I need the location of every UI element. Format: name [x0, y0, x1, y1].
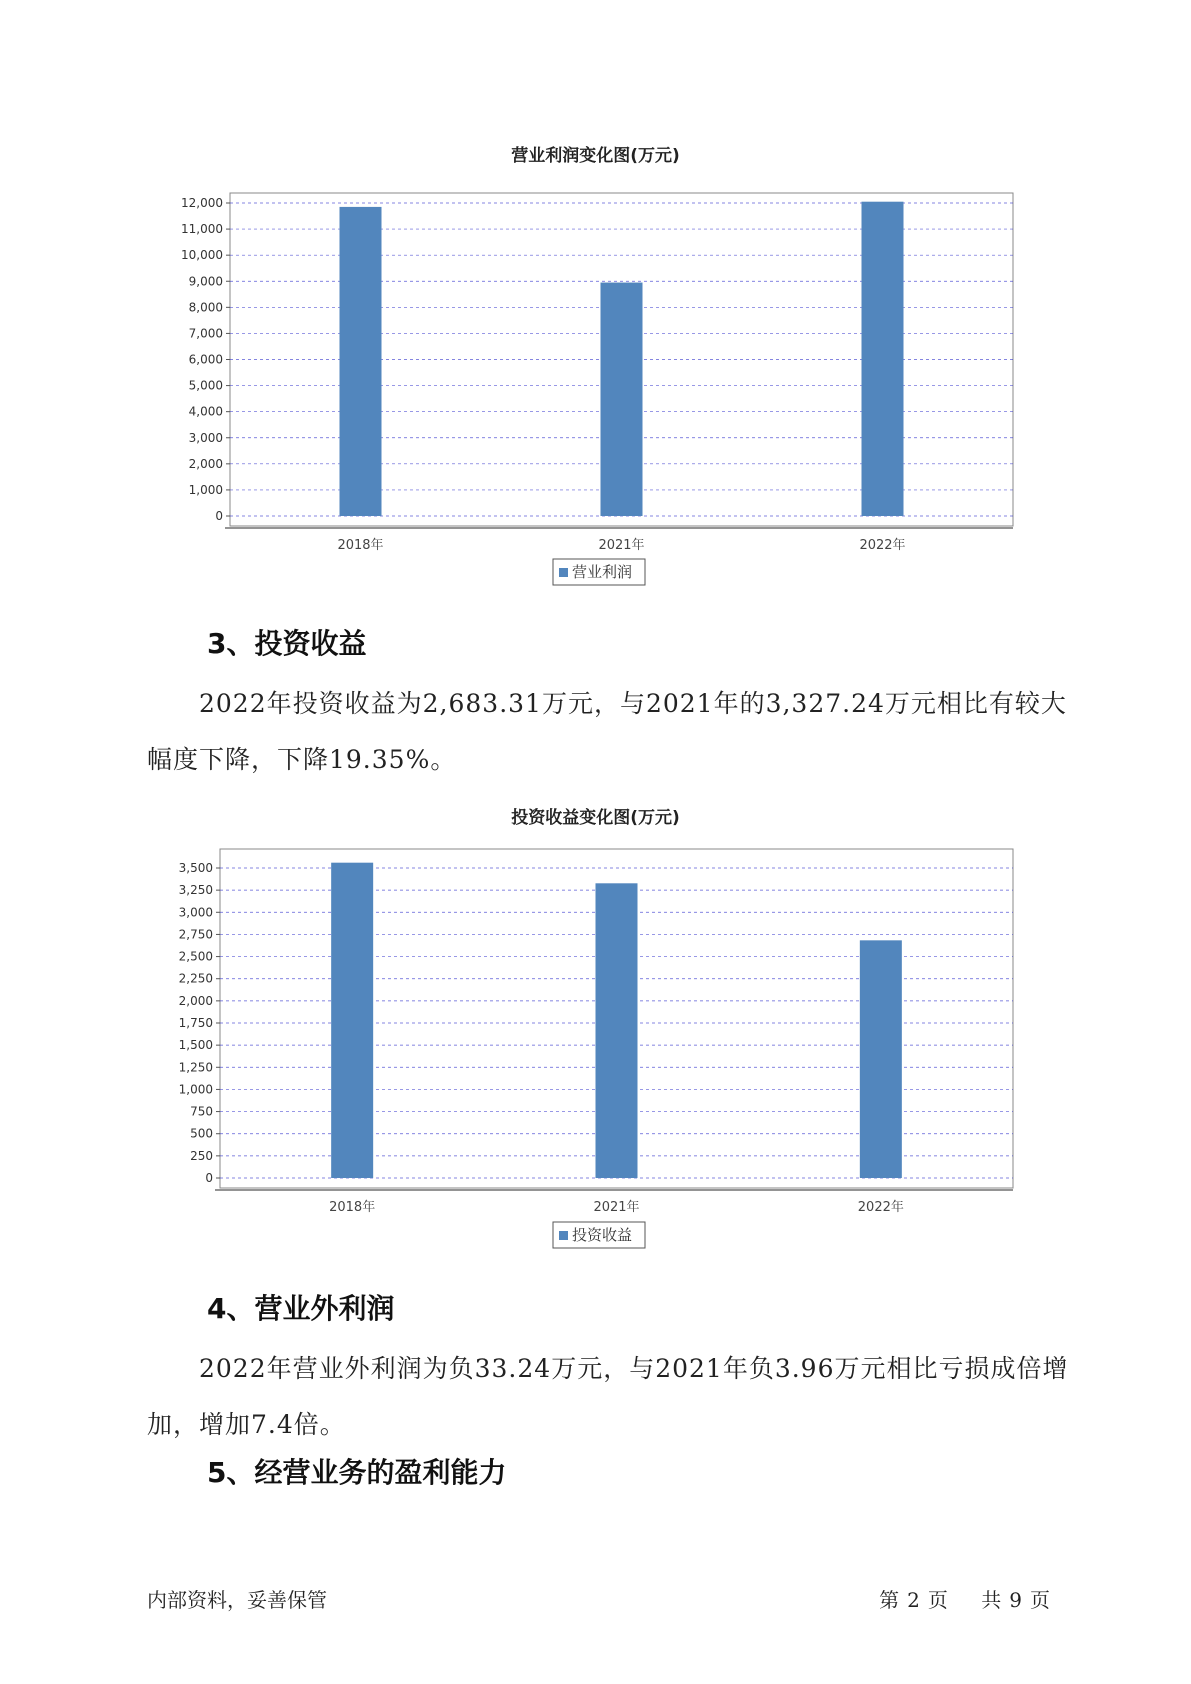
x-tick-label: 2021年 [593, 1200, 640, 1215]
x-tick-label: 2022年 [859, 538, 906, 553]
total-unit: 页 [1030, 1588, 1050, 1612]
y-tick-label: 1,250 [178, 1060, 213, 1075]
y-tick-label: 500 [190, 1126, 213, 1141]
legend-label: 投资收益 [572, 1226, 633, 1244]
y-tick-label: 10,000 [181, 248, 223, 263]
legend-label: 营业利润 [572, 563, 633, 581]
y-tick-label: 0 [205, 1171, 213, 1185]
section-3-paragraph: 2022年投资收益为2,683.31万元，与2021年的3,327.24万元相比有较大幅度下降，下降19.35%。 [147, 689, 1067, 774]
y-tick-label: 2,750 [178, 927, 213, 942]
x-tick-label: 2022年 [857, 1200, 904, 1215]
x-tick-label: 2021年 [598, 538, 645, 553]
y-tick-label: 3,000 [188, 430, 223, 445]
y-tick-label: 2,500 [178, 949, 213, 964]
y-tick-label: 1,000 [178, 1082, 213, 1097]
y-tick-label: 2,000 [178, 993, 213, 1008]
y-tick-label: 750 [190, 1104, 213, 1119]
y-tick-label: 9,000 [188, 274, 223, 289]
x-tick-label: 2018年 [329, 1200, 376, 1215]
total-prefix: 共 [981, 1588, 1002, 1612]
total-num: 9 [1009, 1588, 1022, 1612]
y-tick-label: 11,000 [181, 222, 223, 237]
section-3-heading: 3、投资收益 [207, 627, 367, 660]
page-unit: 页 [927, 1588, 948, 1612]
x-tick-label: 2018年 [337, 538, 384, 553]
bar [860, 940, 902, 1178]
footer-confidential-note: 内部资料，妥善保管 [147, 1588, 327, 1612]
y-tick-label: 3,000 [178, 905, 213, 920]
page-num: 2 [907, 1588, 920, 1612]
y-tick-label: 8,000 [188, 300, 223, 315]
y-tick-label: 1,000 [188, 482, 223, 497]
section-4-heading: 4、营业外利润 [207, 1292, 395, 1325]
legend-swatch [559, 1231, 568, 1240]
y-tick-label: 1,750 [178, 1016, 213, 1030]
y-tick-label: 2,250 [178, 971, 213, 986]
y-tick-label: 3,500 [178, 861, 213, 875]
y-tick-label: 3,250 [178, 883, 213, 898]
y-tick-label: 0 [215, 509, 223, 523]
bar [596, 883, 638, 1178]
y-tick-label: 2,000 [188, 456, 223, 471]
y-tick-label: 1,500 [178, 1038, 213, 1053]
y-tick-label: 250 [190, 1148, 213, 1163]
chart2-title: 投资收益变化图(万元) [511, 808, 680, 828]
bar [331, 863, 373, 1178]
section-4-paragraph: 2022年营业外利润为负33.24万元，与2021年负3.96万元相比亏损成倍增加，增加7.4倍。 [147, 1354, 1069, 1439]
section-5-heading: 5、经营业务的盈利能力 [207, 1456, 507, 1489]
chart1-title: 营业利润变化图(万元) [511, 146, 680, 166]
y-tick-label: 4,000 [188, 404, 223, 419]
y-tick-label: 5,000 [188, 378, 223, 393]
footer-page-number [875, 1584, 1054, 1613]
y-tick-label: 7,000 [188, 326, 223, 341]
y-tick-label: 12,000 [181, 196, 223, 210]
page-prefix: 第 [879, 1588, 900, 1612]
y-tick-label: 6,000 [188, 352, 223, 367]
